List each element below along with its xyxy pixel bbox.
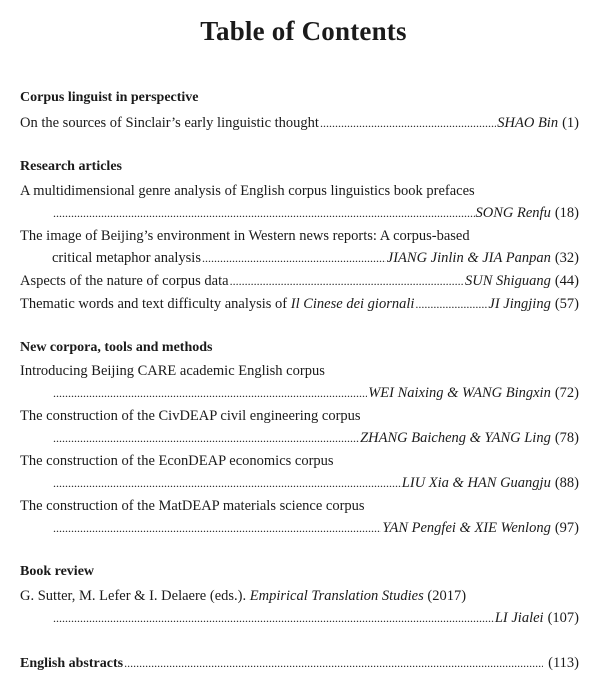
toc-entry-thematic-words[interactable] [20, 295, 579, 313]
entry-title: English abstracts [20, 656, 124, 671]
entry-title: The construction of the EconDEAP economics corpus [20, 453, 334, 469]
dot-leader [53, 384, 367, 402]
toc-entry-econdeap-title[interactable] [20, 452, 579, 470]
section-heading-new-corpora: New corpora, tools and methods [20, 340, 213, 355]
toc-entry-genre-analysis-ref[interactable] [52, 204, 579, 222]
entry-title: A multidimensional genre analysis of English corpus linguistics book prefaces [20, 183, 475, 199]
entry-author: SUN Shiguang [465, 273, 551, 289]
entry-title-italic: Empirical Translation Studies [249, 588, 424, 604]
entry-title-prefix: G. Sutter, M. Lefer & I. Delaere (eds.). [20, 588, 250, 604]
entry-title: Introducing Beijing CARE academic English corpus [20, 363, 325, 379]
toc-entry-civdeap-ref[interactable] [52, 429, 579, 447]
entry-author: YAN Pengfei & XIE Wenlong [382, 520, 551, 536]
entry-author: LI Jialei [494, 610, 544, 626]
section-heading-research-articles: Research articles [20, 159, 122, 174]
toc-entry-english-abstracts[interactable] [20, 654, 579, 673]
entry-title: On the sources of Sinclair’s early linguistic thought [20, 115, 319, 131]
page-title: Table of Contents [200, 16, 407, 46]
dot-leader [53, 429, 359, 447]
toc-entry-civdeap-title[interactable] [20, 407, 579, 425]
entry-author: JI Jingjing [488, 296, 551, 312]
entry-author: ZHANG Baicheng & YANG Ling [360, 430, 551, 446]
entry-title-continued: critical metaphor analysis [52, 250, 201, 266]
entry-title [20, 295, 414, 313]
toc-entry-matdeap-ref[interactable] [52, 519, 579, 537]
dot-leader [53, 204, 475, 222]
entry-page: (97) [554, 520, 579, 536]
section-heading-corpus-linguist: Corpus linguist in perspective [20, 90, 199, 105]
entry-page: (18) [554, 205, 579, 221]
toc-entry-genre-analysis-title[interactable] [20, 182, 579, 200]
dot-leader [53, 474, 401, 492]
toc-entry-beijing-care-title[interactable] [20, 362, 579, 380]
entry-author: WEI Naixing & WANG Bingxin [368, 385, 551, 401]
entry-title: The image of Beijing’s environment in Western news reports: A corpus-based [20, 228, 470, 244]
entry-page: (57) [554, 296, 579, 312]
dot-leader [230, 272, 464, 290]
entry-title-italic: Il Cinese dei giornali [290, 296, 415, 312]
toc-entry-econdeap-ref[interactable] [52, 474, 579, 492]
toc-entry-beijing-care-ref[interactable] [52, 384, 579, 402]
dot-leader [53, 609, 494, 627]
entry-page: (72) [554, 385, 579, 401]
dot-leader [53, 519, 381, 537]
toc-entry-sinclair[interactable] [20, 114, 579, 132]
toc-entry-book-review-title[interactable] [20, 587, 579, 605]
toc-entry-beijing-image-ref[interactable] [52, 249, 579, 267]
entry-page: (88) [554, 475, 579, 491]
entry-title: The construction of the MatDEAP materials science corpus [20, 498, 365, 514]
entry-title [20, 587, 466, 605]
entry-page: (78) [554, 430, 579, 446]
entry-page: (113) [548, 655, 579, 671]
entry-author: LIU Xia & HAN Guangju [401, 475, 551, 491]
entry-author: SHAO Bin [497, 115, 559, 131]
dot-leader [320, 114, 496, 132]
toc-entry-corpus-data[interactable] [20, 272, 579, 290]
dot-leader [415, 295, 487, 313]
toc-entry-beijing-image-title[interactable] [20, 227, 579, 245]
entry-page: (1) [562, 115, 579, 131]
entry-page: (32) [554, 250, 579, 266]
entry-author: JIANG Jinlin & JIA Panpan [386, 250, 551, 266]
entry-author: SONG Renfu [475, 205, 551, 221]
entry-title-prefix: Thematic words and text difficulty analysis of [20, 296, 291, 312]
entry-page: (44) [554, 273, 579, 289]
dot-leader [202, 249, 386, 267]
entry-page: (107) [547, 610, 579, 626]
toc-entry-matdeap-title[interactable] [20, 497, 579, 515]
dot-leader [124, 654, 543, 672]
toc-entry-book-review-ref[interactable] [52, 609, 579, 627]
entry-title-suffix: (2017) [423, 588, 467, 604]
entry-title: Aspects of the nature of corpus data [20, 273, 229, 289]
entry-title: The construction of the CivDEAP civil engineering corpus [20, 408, 361, 424]
section-heading-book-review: Book review [20, 564, 95, 579]
